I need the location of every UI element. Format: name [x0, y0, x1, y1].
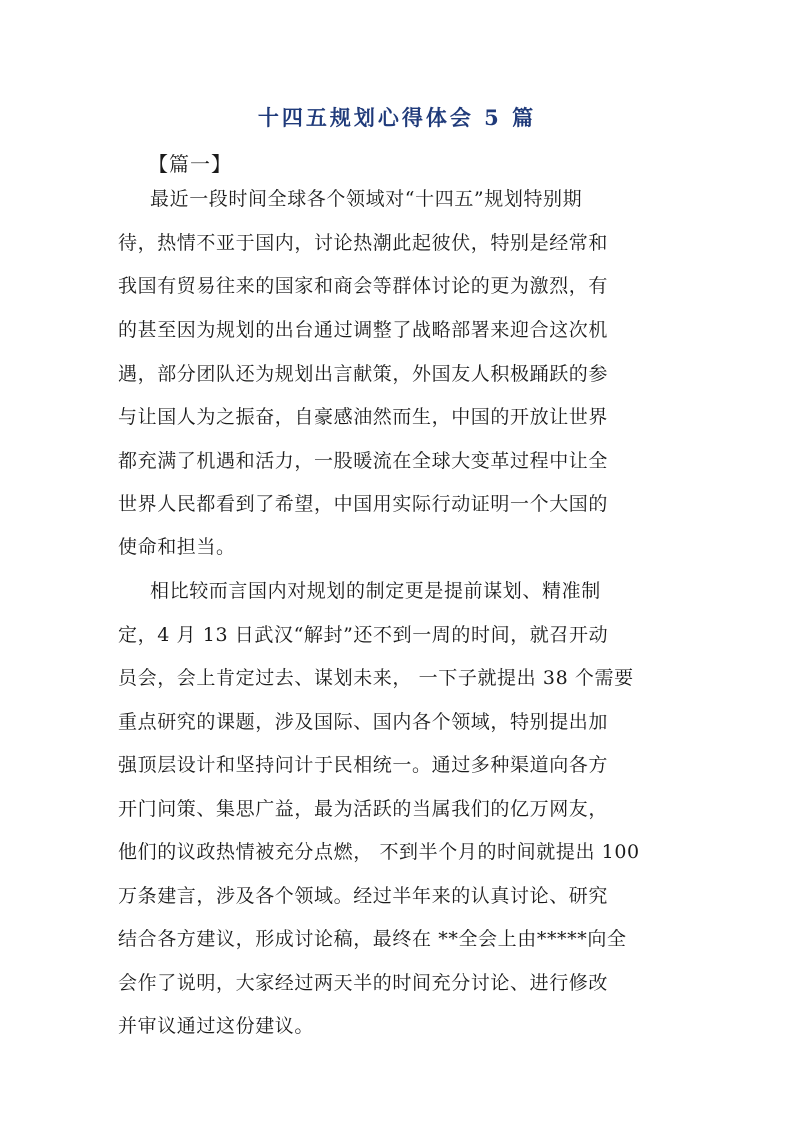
- paragraph-1-line: 与让国人为之振奋，自豪感油然而生，中国的开放让世界: [118, 406, 609, 428]
- paragraph-2-line: 重点研究的课题，涉及国际、国内各个领域，特别提出加: [118, 711, 609, 733]
- paragraph-1-line: 最近一段时间全球各个领域对“十四五”规划特别期: [150, 188, 583, 210]
- paragraph-1-line: 使命和担当。: [118, 536, 236, 558]
- paragraph-1-line: 的甚至因为规划的出台通过调整了战略部署来迎合这次机: [118, 319, 609, 341]
- paragraph-2-line: 相比较而言国内对规划的制定更是提前谋划、精准制: [150, 580, 601, 602]
- paragraph-2-line: 会作了说明，大家经过两天半的时间充分讨论、进行修改: [118, 972, 609, 994]
- paragraph-1-line: 我国有贸易往来的国家和商会等群体讨论的更为激烈，有: [118, 275, 609, 297]
- paragraph-2-line: 并审议通过这份建议。: [118, 1015, 315, 1037]
- paragraph-2-line: 万条建言，涉及各个领域。经过半年来的认真讨论、研究: [118, 885, 609, 907]
- paragraph-1-line: 遇，部分团队还为规划出言献策，外国友人积极踊跃的参: [118, 363, 609, 385]
- paragraph-1-line: 世界人民都看到了希望，中国用实际行动证明一个大国的: [118, 493, 609, 515]
- paragraph-2-line: 强顶层设计和坚持问计于民相统一。通过多种渠道向各方: [118, 754, 609, 776]
- paragraph-2-line: 员会，会上肯定过去、谋划未来， 一下子就提出 38 个需要: [118, 667, 634, 689]
- paragraph-2-line: 他们的议政热情被充分点燃， 不到半个月的时间就提出 100: [118, 841, 640, 863]
- section-label: 【篇一】: [148, 152, 232, 176]
- paragraph-1-line: 待，热情不亚于国内，讨论热潮此起彼伏，特别是经常和: [118, 232, 609, 254]
- paragraph-2-line: 定，4 月 13 日武汉“解封”还不到一周的时间，就召开动: [118, 624, 609, 646]
- paragraph-2-line: 开门问策、集思广益，最为活跃的当属我们的亿万网友，: [118, 798, 609, 820]
- document-title: 十四五规划心得体会 5 篇: [257, 105, 537, 130]
- paragraph-1-line: 都充满了机遇和活力，一股暖流在全球大变革过程中让全: [118, 450, 609, 472]
- paragraph-2-line: 结合各方建议，形成讨论稿，最终在 **全会上由*****向全: [118, 928, 627, 950]
